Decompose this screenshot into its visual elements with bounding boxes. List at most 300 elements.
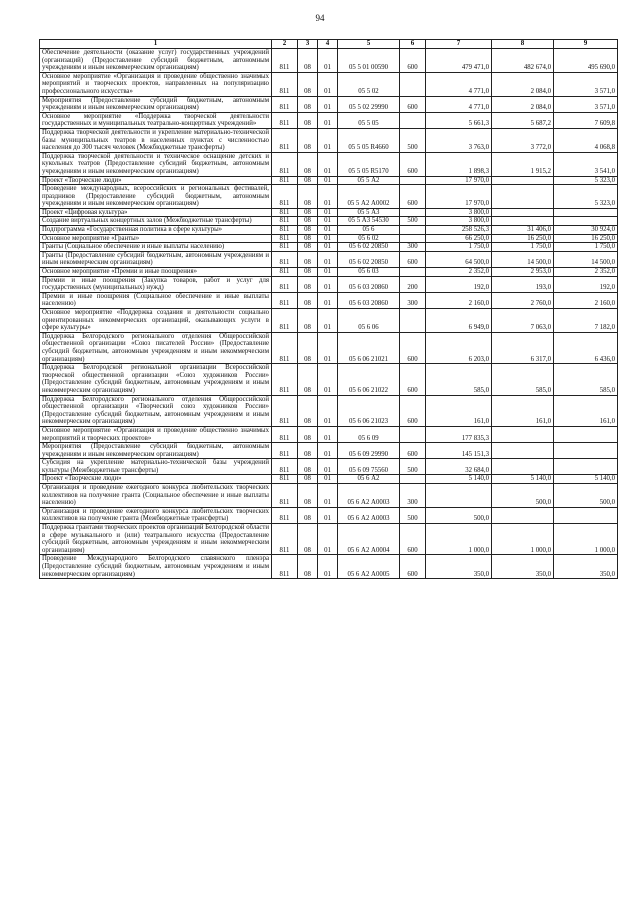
year-3-amount-cell: 500,0: [554, 484, 618, 508]
year-2-amount-cell: 350,0: [492, 555, 554, 579]
year-2-amount-cell: 1 000,0: [492, 524, 554, 555]
year-3-amount-cell: 7 182,0: [554, 309, 618, 333]
subsection-cell: 01: [318, 332, 338, 363]
subsection-cell: 01: [318, 459, 338, 475]
table-row: [40, 72, 618, 96]
table-row: [40, 276, 618, 292]
expense-type-cell: 300: [400, 243, 426, 252]
table-row: [40, 49, 618, 73]
subsection-cell: 01: [318, 176, 338, 185]
grbs-code-cell: 811: [272, 185, 298, 209]
table-row: [40, 309, 618, 333]
grbs-code-cell: 811: [272, 276, 298, 292]
item-name-cell: Проведение Международного Белгородского славянского пленэра (Предоставление субсидий бюджетным, автономным учреждениям и иным некоммерческим организациям): [40, 555, 272, 579]
section-cell: 08: [298, 555, 318, 579]
item-name-cell: Основное мероприятие «Организация и проведение общественно значимых мероприятий и творческих проектов, направленных на популяризацию профессионального искусства»: [40, 72, 272, 96]
year-3-amount-cell: 14 500,0: [554, 251, 618, 267]
section-cell: 08: [298, 49, 318, 73]
year-2-amount-cell: 7 063,0: [492, 309, 554, 333]
item-name-cell: Проведение международных, всероссийских и региональных фестивалей, праздников (Предоставление субсидий бюджетным, автономным учреждениям и иным некоммерческим организациям): [40, 185, 272, 209]
year-1-amount-cell: 6 949,0: [426, 309, 492, 333]
subsection-cell: 01: [318, 276, 338, 292]
year-3-amount-cell: 5 323,0: [554, 185, 618, 209]
year-3-amount-cell: [554, 459, 618, 475]
grbs-code-cell: 811: [272, 364, 298, 395]
year-3-amount-cell: 6 436,0: [554, 332, 618, 363]
year-1-amount-cell: 479 471,0: [426, 49, 492, 73]
table-row: [40, 524, 618, 555]
expense-type-cell: 600: [400, 443, 426, 459]
item-name-cell: Обеспечение деятельности (оказание услуг) государственных учреждений (организаций) (Предоставление субсидий бюджетным, автономным учреждениям и иным некоммерческим организациям): [40, 49, 272, 73]
table-row: [40, 217, 618, 226]
year-2-amount-cell: 2 084,0: [492, 72, 554, 96]
grbs-code-cell: 811: [272, 217, 298, 226]
subsection-cell: 01: [318, 555, 338, 579]
year-1-amount-cell: 3 763,0: [426, 128, 492, 152]
year-2-amount-cell: 16 250,0: [492, 234, 554, 243]
year-1-amount-cell: 5 140,0: [426, 475, 492, 484]
table-header-row: [40, 40, 618, 49]
year-2-amount-cell: 585,0: [492, 364, 554, 395]
year-1-amount-cell: 145 151,3: [426, 443, 492, 459]
year-1-amount-cell: 585,0: [426, 364, 492, 395]
grbs-code-cell: 811: [272, 49, 298, 73]
target-article-cell: 05 5 02 29990: [338, 96, 400, 112]
subsection-cell: 01: [318, 475, 338, 484]
year-3-amount-cell: 2 352,0: [554, 268, 618, 277]
target-article-cell: 05 6 03 20860: [338, 292, 400, 308]
year-1-amount-cell: 1 000,0: [426, 524, 492, 555]
target-article-cell: 05 6 А2 А0003: [338, 507, 400, 523]
year-1-amount-cell: 64 500,0: [426, 251, 492, 267]
expense-type-cell: 500: [400, 217, 426, 226]
year-1-amount-cell: 350,0: [426, 555, 492, 579]
year-3-amount-cell: 585,0: [554, 364, 618, 395]
section-cell: 08: [298, 426, 318, 442]
year-1-amount-cell: 2 160,0: [426, 292, 492, 308]
year-2-amount-cell: 31 406,0: [492, 226, 554, 235]
item-name-cell: Премии и иные поощрения (Закупка товаров, работ и услуг для государственных (муниципальных) нужд): [40, 276, 272, 292]
item-name-cell: Проект «Творческие люди»: [40, 176, 272, 185]
year-3-amount-cell: 30 924,0: [554, 226, 618, 235]
item-name-cell: Проект «Цифровая культура»: [40, 208, 272, 217]
grbs-code-cell: 811: [272, 475, 298, 484]
year-3-amount-cell: [554, 208, 618, 217]
expense-type-cell: [400, 208, 426, 217]
expense-type-cell: 600: [400, 332, 426, 363]
section-cell: 08: [298, 208, 318, 217]
section-cell: 08: [298, 309, 318, 333]
table-row: [40, 251, 618, 267]
expense-type-cell: 600: [400, 96, 426, 112]
section-cell: 08: [298, 234, 318, 243]
target-article-cell: 05 6 03: [338, 268, 400, 277]
target-article-cell: 05 5 05 R4660: [338, 128, 400, 152]
target-article-cell: 05 6 А2 А0005: [338, 555, 400, 579]
grbs-code-cell: 811: [272, 555, 298, 579]
target-article-cell: 05 6 03 20860: [338, 276, 400, 292]
section-cell: 08: [298, 152, 318, 176]
year-3-amount-cell: 2 160,0: [554, 292, 618, 308]
section-cell: 08: [298, 364, 318, 395]
subsection-cell: 01: [318, 292, 338, 308]
year-3-amount-cell: 4 068,8: [554, 128, 618, 152]
section-cell: 08: [298, 217, 318, 226]
year-1-amount-cell: 66 250,0: [426, 234, 492, 243]
table-row: [40, 484, 618, 508]
expense-type-cell: [400, 426, 426, 442]
section-cell: 08: [298, 395, 318, 426]
subsection-cell: 01: [318, 309, 338, 333]
subsection-cell: 01: [318, 234, 338, 243]
year-3-amount-cell: 5 323,0: [554, 176, 618, 185]
target-article-cell: 05 5 А3: [338, 208, 400, 217]
item-name-cell: Поддержка грантами творческих проектов организаций Белгородской области в сфере музыкального и (или) театрального искусства (Предоставление субсидий бюджетным, автономным учреждениям и иным некоммерческим организациям): [40, 524, 272, 555]
target-article-cell: 05 6 09: [338, 426, 400, 442]
subsection-cell: 01: [318, 268, 338, 277]
expense-type-cell: 300: [400, 292, 426, 308]
budget-table: [39, 39, 618, 579]
table-row: [40, 234, 618, 243]
year-2-amount-cell: [492, 459, 554, 475]
grbs-code-cell: 811: [272, 395, 298, 426]
item-name-cell: Поддержка Белгородского регионального отделения Общероссийской общественной организации «Союз писателей России» (Предоставление субсидий бюджетным, автономным учреждениям и иным некоммерческим организациям): [40, 332, 272, 363]
target-article-cell: 05 5 02: [338, 72, 400, 96]
subsection-cell: 01: [318, 128, 338, 152]
expense-type-cell: 300: [400, 484, 426, 508]
column-header-2: 2: [272, 40, 298, 49]
year-2-amount-cell: 482 674,0: [492, 49, 554, 73]
year-3-amount-cell: [554, 426, 618, 442]
item-name-cell: Основное мероприятие «Организация и проведение общественно значимых мероприятий и творческих проектов»: [40, 426, 272, 442]
item-name-cell: Основное мероприятие «Гранты»: [40, 234, 272, 243]
item-name-cell: Основное мероприятие «Премии и иные поощрения»: [40, 268, 272, 277]
subsection-cell: 01: [318, 364, 338, 395]
expense-type-cell: 600: [400, 524, 426, 555]
subsection-cell: 01: [318, 507, 338, 523]
year-1-amount-cell: 17 970,0: [426, 176, 492, 185]
table-row: [40, 292, 618, 308]
subsection-cell: 01: [318, 217, 338, 226]
item-name-cell: Поддержка Белгородского регионального отделения Общероссийской общественной организации «Творческий союз художников России» (Предоставление субсидий бюджетным, автономным учреждениям и иным некоммерческим организациям): [40, 395, 272, 426]
column-header-4: 4: [318, 40, 338, 49]
column-header-9: 9: [554, 40, 618, 49]
table-body: [40, 49, 618, 579]
subsection-cell: 01: [318, 112, 338, 128]
year-1-amount-cell: 2 352,0: [426, 268, 492, 277]
table-row: [40, 443, 618, 459]
target-article-cell: 05 6 06 21021: [338, 332, 400, 363]
year-2-amount-cell: 6 317,0: [492, 332, 554, 363]
year-1-amount-cell: 3 800,0: [426, 217, 492, 226]
subsection-cell: 01: [318, 226, 338, 235]
subsection-cell: 01: [318, 152, 338, 176]
section-cell: 08: [298, 292, 318, 308]
column-header-3: 3: [298, 40, 318, 49]
year-3-amount-cell: [554, 217, 618, 226]
subsection-cell: 01: [318, 243, 338, 252]
target-article-cell: 05 6 02: [338, 234, 400, 243]
expense-type-cell: 500: [400, 128, 426, 152]
section-cell: 08: [298, 332, 318, 363]
target-article-cell: 05 6 02 20850: [338, 251, 400, 267]
target-article-cell: 05 6 09 29990: [338, 443, 400, 459]
year-1-amount-cell: 177 835,3: [426, 426, 492, 442]
table-row: [40, 243, 618, 252]
item-name-cell: Основное мероприятие «Поддержка создания и деятельности социально ориентированных некоммерческих организаций, оказывающих услуги в сфере культуры»: [40, 309, 272, 333]
grbs-code-cell: 811: [272, 96, 298, 112]
item-name-cell: Создание виртуальных концертных залов (Межбюджетные трансферты): [40, 217, 272, 226]
year-2-amount-cell: 1 915,2: [492, 152, 554, 176]
year-3-amount-cell: 3 541,0: [554, 152, 618, 176]
expense-type-cell: [400, 112, 426, 128]
grbs-code-cell: 811: [272, 332, 298, 363]
item-name-cell: Организация и проведение ежегодного конкурса любительских творческих коллективов на получение гранта (Межбюджетные трансферты): [40, 507, 272, 523]
target-article-cell: 05 6 06: [338, 309, 400, 333]
year-2-amount-cell: [492, 507, 554, 523]
table-row: [40, 226, 618, 235]
target-article-cell: 05 5 А2: [338, 176, 400, 185]
section-cell: 08: [298, 185, 318, 209]
expense-type-cell: 600: [400, 364, 426, 395]
column-header-6: 6: [400, 40, 426, 49]
year-2-amount-cell: [492, 208, 554, 217]
grbs-code-cell: 811: [272, 507, 298, 523]
expense-type-cell: [400, 72, 426, 96]
year-2-amount-cell: 3 772,0: [492, 128, 554, 152]
table-row: [40, 268, 618, 277]
grbs-code-cell: 811: [272, 309, 298, 333]
section-cell: 08: [298, 459, 318, 475]
year-3-amount-cell: 1 000,0: [554, 524, 618, 555]
subsection-cell: 01: [318, 72, 338, 96]
year-3-amount-cell: 495 690,0: [554, 49, 618, 73]
year-2-amount-cell: 5 140,0: [492, 475, 554, 484]
year-1-amount-cell: [426, 484, 492, 508]
section-cell: 08: [298, 226, 318, 235]
table-row: [40, 555, 618, 579]
item-name-cell: Поддержка творческой деятельности и укрепление материально-технической базы муниципальных театров в населенных пунктах с численностью населения до 300 тысяч человек (Межбюджетные трансферты): [40, 128, 272, 152]
item-name-cell: Организация и проведение ежегодного конкурса любительских творческих коллективов на получение гранта (Социальное обеспечение и иные выплаты населению): [40, 484, 272, 508]
table-row: [40, 459, 618, 475]
section-cell: 08: [298, 524, 318, 555]
expense-type-cell: 600: [400, 251, 426, 267]
subsection-cell: 01: [318, 185, 338, 209]
grbs-code-cell: 811: [272, 208, 298, 217]
year-1-amount-cell: 4 771,0: [426, 72, 492, 96]
expense-type-cell: 600: [400, 152, 426, 176]
year-2-amount-cell: 5 687,2: [492, 112, 554, 128]
table-row: [40, 112, 618, 128]
item-name-cell: Поддержка Белгородской региональной организации Всероссийской творческой общественной организации «Союз художников России» (Предоставление субсидий бюджетным, автономным учреждениям и иным некоммерческим организациям): [40, 364, 272, 395]
year-3-amount-cell: 350,0: [554, 555, 618, 579]
item-name-cell: Основное мероприятие «Поддержка творческой деятельности государственных и муниципальных театрально-концертных учреждений»: [40, 112, 272, 128]
section-cell: 08: [298, 72, 318, 96]
subsection-cell: 01: [318, 426, 338, 442]
expense-type-cell: [400, 309, 426, 333]
target-article-cell: 05 5 05: [338, 112, 400, 128]
item-name-cell: Гранты (Предоставление субсидий бюджетным, автономным учреждениям и иным некоммерческим организациям): [40, 251, 272, 267]
year-1-amount-cell: 6 203,0: [426, 332, 492, 363]
target-article-cell: 05 5 05 R5170: [338, 152, 400, 176]
year-2-amount-cell: 2 760,0: [492, 292, 554, 308]
section-cell: 08: [298, 243, 318, 252]
year-1-amount-cell: 32 684,0: [426, 459, 492, 475]
table-row: [40, 507, 618, 523]
target-article-cell: 05 5 А2 А0002: [338, 185, 400, 209]
target-article-cell: 05 6 09 75560: [338, 459, 400, 475]
item-name-cell: Гранты (Социальное обеспечение и иные выплаты населению): [40, 243, 272, 252]
expense-type-cell: [400, 475, 426, 484]
expense-type-cell: 500: [400, 459, 426, 475]
item-name-cell: Премии и иные поощрения (Социальное обеспечение и иные выплаты населению): [40, 292, 272, 308]
grbs-code-cell: 811: [272, 128, 298, 152]
expense-type-cell: 600: [400, 555, 426, 579]
column-header-7: 7: [426, 40, 492, 49]
expense-type-cell: [400, 176, 426, 185]
year-1-amount-cell: 3 800,0: [426, 208, 492, 217]
subsection-cell: 01: [318, 251, 338, 267]
year-3-amount-cell: 161,0: [554, 395, 618, 426]
table-row: [40, 176, 618, 185]
grbs-code-cell: 811: [272, 234, 298, 243]
column-header-5: 5: [338, 40, 400, 49]
grbs-code-cell: 811: [272, 226, 298, 235]
grbs-code-cell: 811: [272, 176, 298, 185]
grbs-code-cell: 811: [272, 72, 298, 96]
year-3-amount-cell: [554, 443, 618, 459]
page-number: 94: [315, 13, 325, 23]
grbs-code-cell: 811: [272, 251, 298, 267]
item-name-cell: Субсидия на укрепление материально-технической базы учреждений культуры (Межбюджетные трансферты): [40, 459, 272, 475]
expense-type-cell: 600: [400, 49, 426, 73]
year-1-amount-cell: 258 526,3: [426, 226, 492, 235]
expense-type-cell: [400, 226, 426, 235]
item-name-cell: Мероприятия (Предоставление субсидий бюджетным, автономным учреждениям и иным некоммерческим организациям): [40, 96, 272, 112]
subsection-cell: 01: [318, 96, 338, 112]
year-3-amount-cell: 3 571,0: [554, 72, 618, 96]
subsection-cell: 01: [318, 49, 338, 73]
year-3-amount-cell: 5 140,0: [554, 475, 618, 484]
section-cell: 08: [298, 176, 318, 185]
section-cell: 08: [298, 475, 318, 484]
year-1-amount-cell: 17 970,0: [426, 185, 492, 209]
year-2-amount-cell: 161,0: [492, 395, 554, 426]
year-2-amount-cell: [492, 426, 554, 442]
year-2-amount-cell: [492, 176, 554, 185]
target-article-cell: 05 6 А2: [338, 475, 400, 484]
grbs-code-cell: 811: [272, 152, 298, 176]
year-2-amount-cell: [492, 185, 554, 209]
year-1-amount-cell: 5 661,3: [426, 112, 492, 128]
section-cell: 08: [298, 484, 318, 508]
year-1-amount-cell: 192,0: [426, 276, 492, 292]
table-row: [40, 185, 618, 209]
year-3-amount-cell: 1 750,0: [554, 243, 618, 252]
item-name-cell: Проект «Творческие люди»: [40, 475, 272, 484]
subsection-cell: 01: [318, 208, 338, 217]
table-row: [40, 395, 618, 426]
item-name-cell: Мероприятия (Предоставление субсидий бюджетным, автономным учреждениям и иным некоммерческим организациям): [40, 443, 272, 459]
table-row: [40, 96, 618, 112]
year-3-amount-cell: 7 609,8: [554, 112, 618, 128]
expense-type-cell: [400, 234, 426, 243]
section-cell: 08: [298, 112, 318, 128]
grbs-code-cell: 811: [272, 292, 298, 308]
item-name-cell: Поддержка творческой деятельности и техническое оснащение детских и кукольных театров (Предоставление субсидий бюджетным, автономным учреждениям и иным некоммерческим организациям): [40, 152, 272, 176]
subsection-cell: 01: [318, 484, 338, 508]
year-2-amount-cell: [492, 443, 554, 459]
target-article-cell: 05 6 06 21022: [338, 364, 400, 395]
section-cell: 08: [298, 128, 318, 152]
subsection-cell: 01: [318, 524, 338, 555]
column-header-8: 8: [492, 40, 554, 49]
section-cell: 08: [298, 507, 318, 523]
expense-type-cell: 600: [400, 185, 426, 209]
year-2-amount-cell: [492, 217, 554, 226]
expense-type-cell: 200: [400, 276, 426, 292]
year-2-amount-cell: 193,0: [492, 276, 554, 292]
grbs-code-cell: 811: [272, 459, 298, 475]
grbs-code-cell: 811: [272, 524, 298, 555]
column-header-1: 1: [40, 40, 272, 49]
year-1-amount-cell: 1 750,0: [426, 243, 492, 252]
grbs-code-cell: 811: [272, 426, 298, 442]
grbs-code-cell: 811: [272, 484, 298, 508]
year-1-amount-cell: 500,0: [426, 507, 492, 523]
target-article-cell: 05 6: [338, 226, 400, 235]
section-cell: 08: [298, 268, 318, 277]
item-name-cell: Подпрограмма «Государственная политика в сфере культуры»: [40, 226, 272, 235]
year-3-amount-cell: [554, 507, 618, 523]
grbs-code-cell: 811: [272, 268, 298, 277]
grbs-code-cell: 811: [272, 243, 298, 252]
year-1-amount-cell: 4 771,0: [426, 96, 492, 112]
year-3-amount-cell: 3 571,0: [554, 96, 618, 112]
year-2-amount-cell: 500,0: [492, 484, 554, 508]
year-2-amount-cell: 2 953,0: [492, 268, 554, 277]
year-1-amount-cell: 161,0: [426, 395, 492, 426]
expense-type-cell: [400, 268, 426, 277]
target-article-cell: 05 5 01 00590: [338, 49, 400, 73]
year-3-amount-cell: 16 250,0: [554, 234, 618, 243]
subsection-cell: 01: [318, 443, 338, 459]
grbs-code-cell: 811: [272, 112, 298, 128]
table-row: [40, 152, 618, 176]
table-row: [40, 332, 618, 363]
table-row: [40, 208, 618, 217]
table-row: [40, 364, 618, 395]
section-cell: 08: [298, 276, 318, 292]
expense-type-cell: 600: [400, 395, 426, 426]
section-cell: 08: [298, 251, 318, 267]
target-article-cell: 05 6 06 21023: [338, 395, 400, 426]
year-2-amount-cell: 1 750,0: [492, 243, 554, 252]
year-3-amount-cell: 192,0: [554, 276, 618, 292]
target-article-cell: 05 6 02 20850: [338, 243, 400, 252]
year-2-amount-cell: 2 084,0: [492, 96, 554, 112]
expense-type-cell: 500: [400, 507, 426, 523]
target-article-cell: 05 5 А3 54530: [338, 217, 400, 226]
table-row: [40, 426, 618, 442]
section-cell: 08: [298, 443, 318, 459]
target-article-cell: 05 6 А2 А0003: [338, 484, 400, 508]
table-row: [40, 128, 618, 152]
year-1-amount-cell: 1 898,3: [426, 152, 492, 176]
section-cell: 08: [298, 96, 318, 112]
target-article-cell: 05 6 А2 А0004: [338, 524, 400, 555]
subsection-cell: 01: [318, 395, 338, 426]
